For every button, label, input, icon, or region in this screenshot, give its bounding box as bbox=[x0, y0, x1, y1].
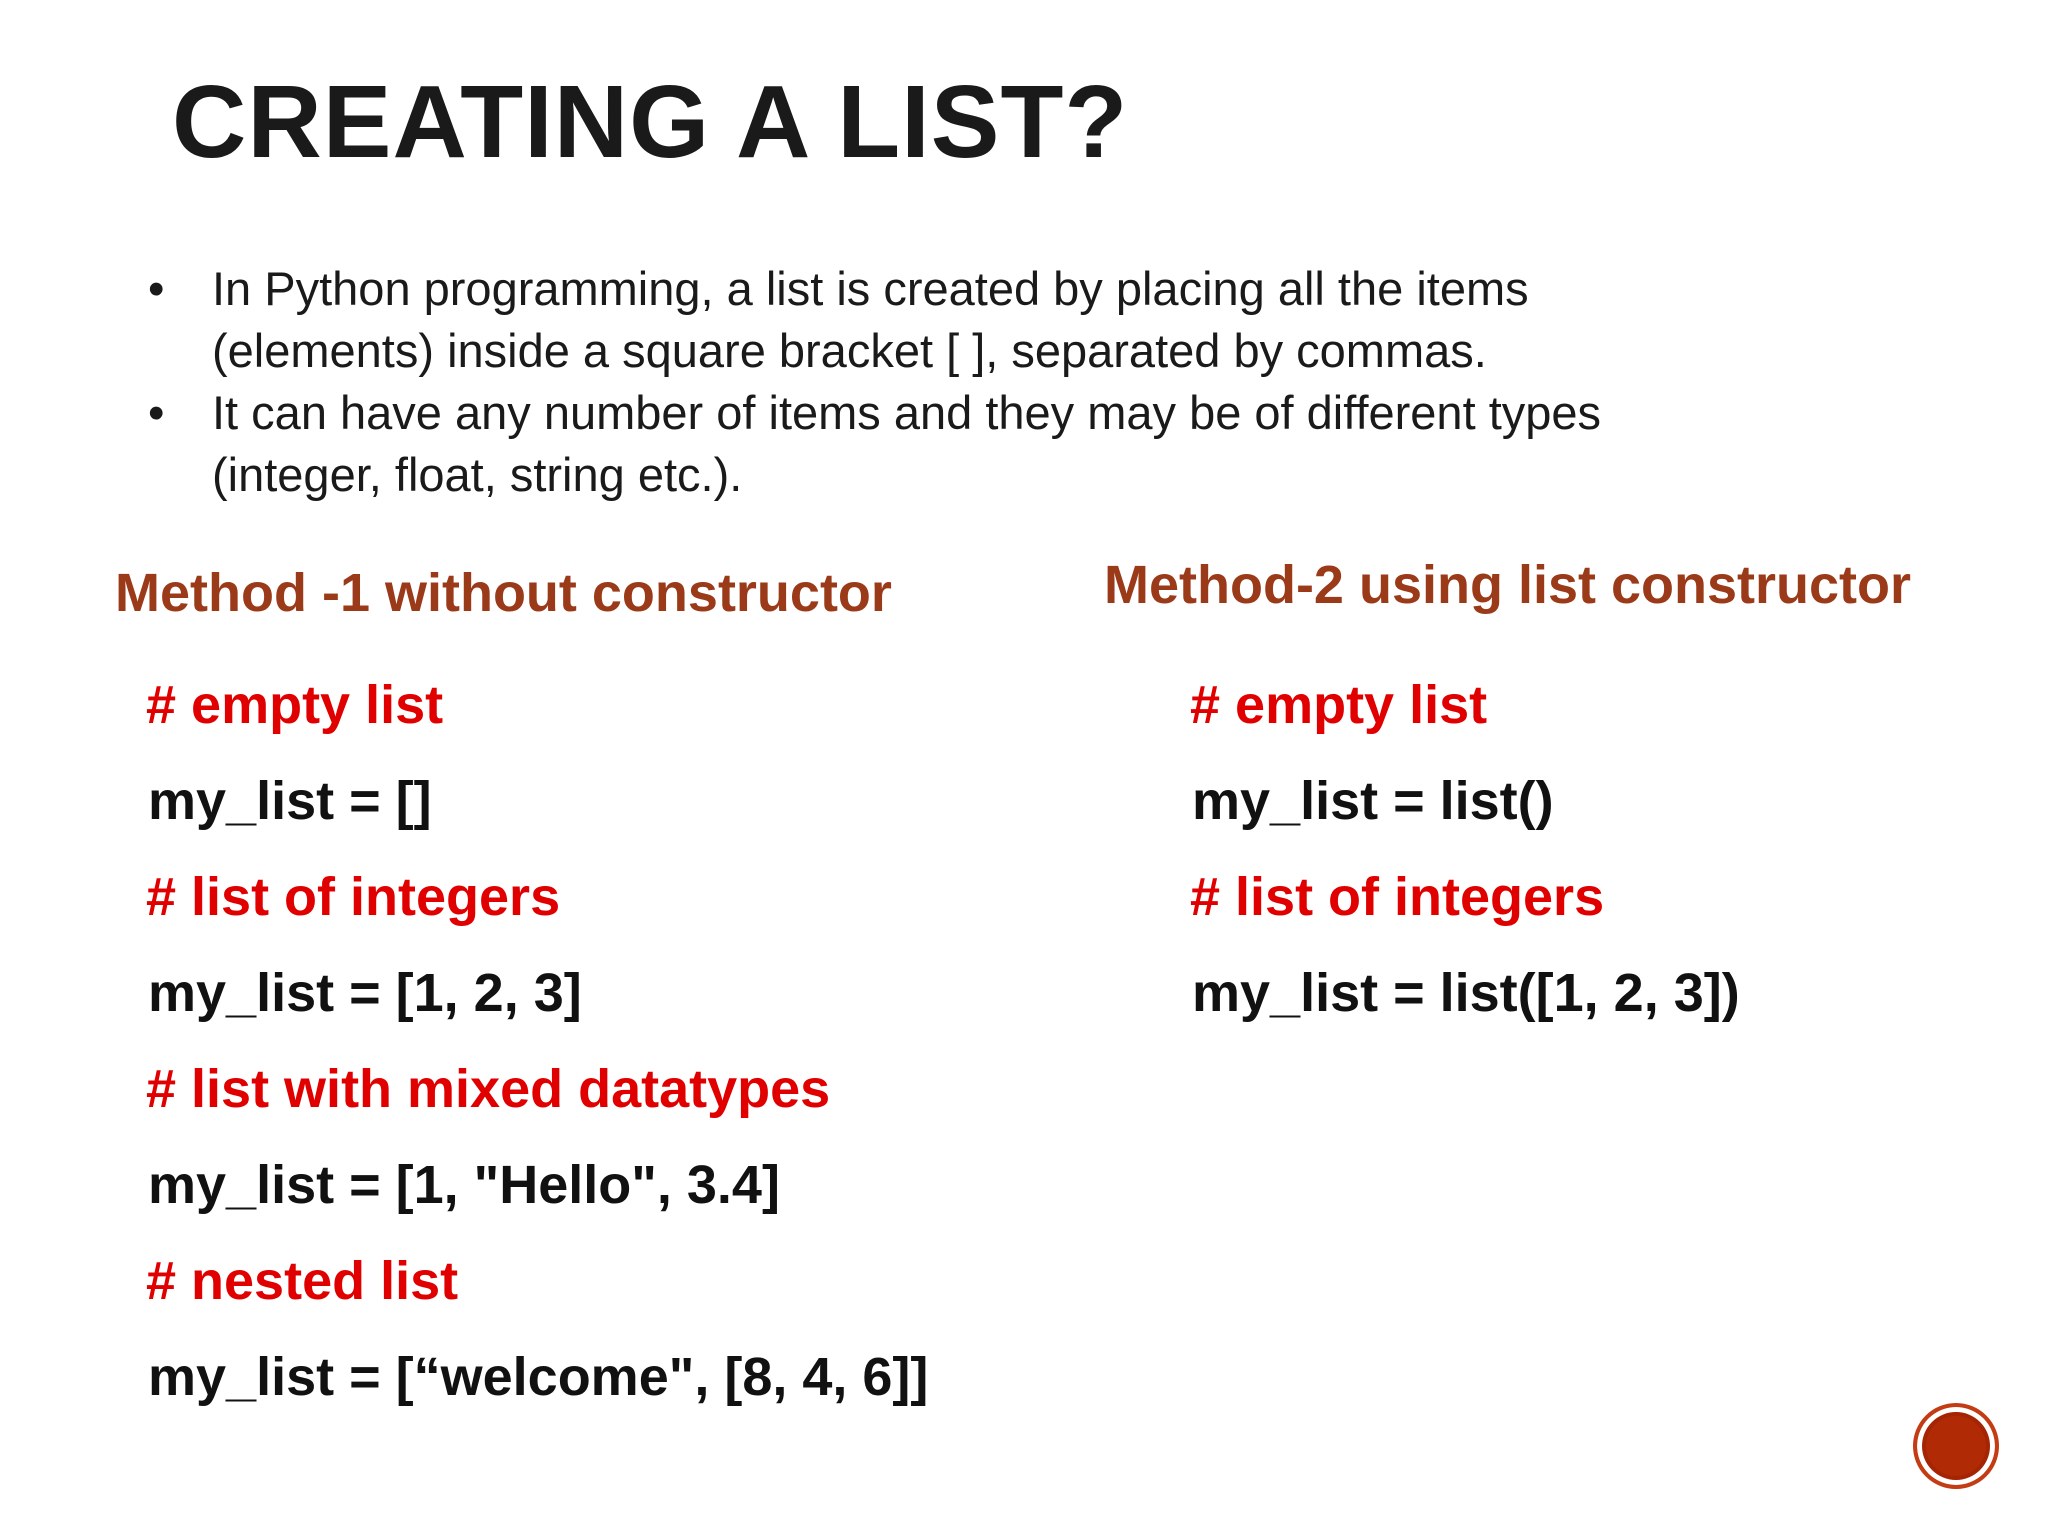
method-1-code-line: my_list = [] bbox=[148, 771, 432, 831]
bullet-marker: • bbox=[148, 386, 165, 439]
bullet-line: (integer, float, string etc.). bbox=[212, 448, 743, 501]
bullet-item bbox=[148, 382, 1808, 506]
bullet-item bbox=[148, 258, 1808, 382]
method-1-code-line: my_list = [“welcome", [8, 4, 6]] bbox=[148, 1347, 929, 1407]
method-2-code-line: my_list = list([1, 2, 3]) bbox=[1192, 963, 1740, 1023]
slide-title: CREATING A LIST? bbox=[172, 64, 1129, 179]
method-1-code-line: my_list = [1, "Hello", 3.4] bbox=[148, 1155, 780, 1215]
bullet-marker: • bbox=[148, 262, 165, 315]
method-1-heading: Method -1 without constructor bbox=[115, 563, 892, 623]
bullet-line: In Python programming, a list is created by placing all the items bbox=[212, 262, 1529, 315]
method-1-comment-line: # list of integers bbox=[146, 867, 561, 927]
method-1-code-line: my_list = [1, 2, 3] bbox=[148, 963, 582, 1023]
method-1-comment-line: # empty list bbox=[146, 675, 444, 735]
method-2-comment-line: # empty list bbox=[1190, 675, 1488, 735]
method-1-comment-line: # nested list bbox=[146, 1251, 459, 1311]
bullet-list bbox=[148, 258, 1808, 506]
method-2-code-line: my_list = list() bbox=[1192, 771, 1554, 831]
bullet-line: It can have any number of items and they may be of different types bbox=[212, 386, 1602, 439]
slide-accent-circle bbox=[1913, 1403, 1999, 1489]
method-2-heading: Method-2 using list constructor bbox=[1104, 555, 1912, 615]
method-2-comment-line: # list of integers bbox=[1190, 867, 1605, 927]
bullet-line: (elements) inside a square bracket [ ], separated by commas. bbox=[212, 324, 1487, 377]
method-1-comment-line: # list with mixed datatypes bbox=[146, 1059, 831, 1119]
